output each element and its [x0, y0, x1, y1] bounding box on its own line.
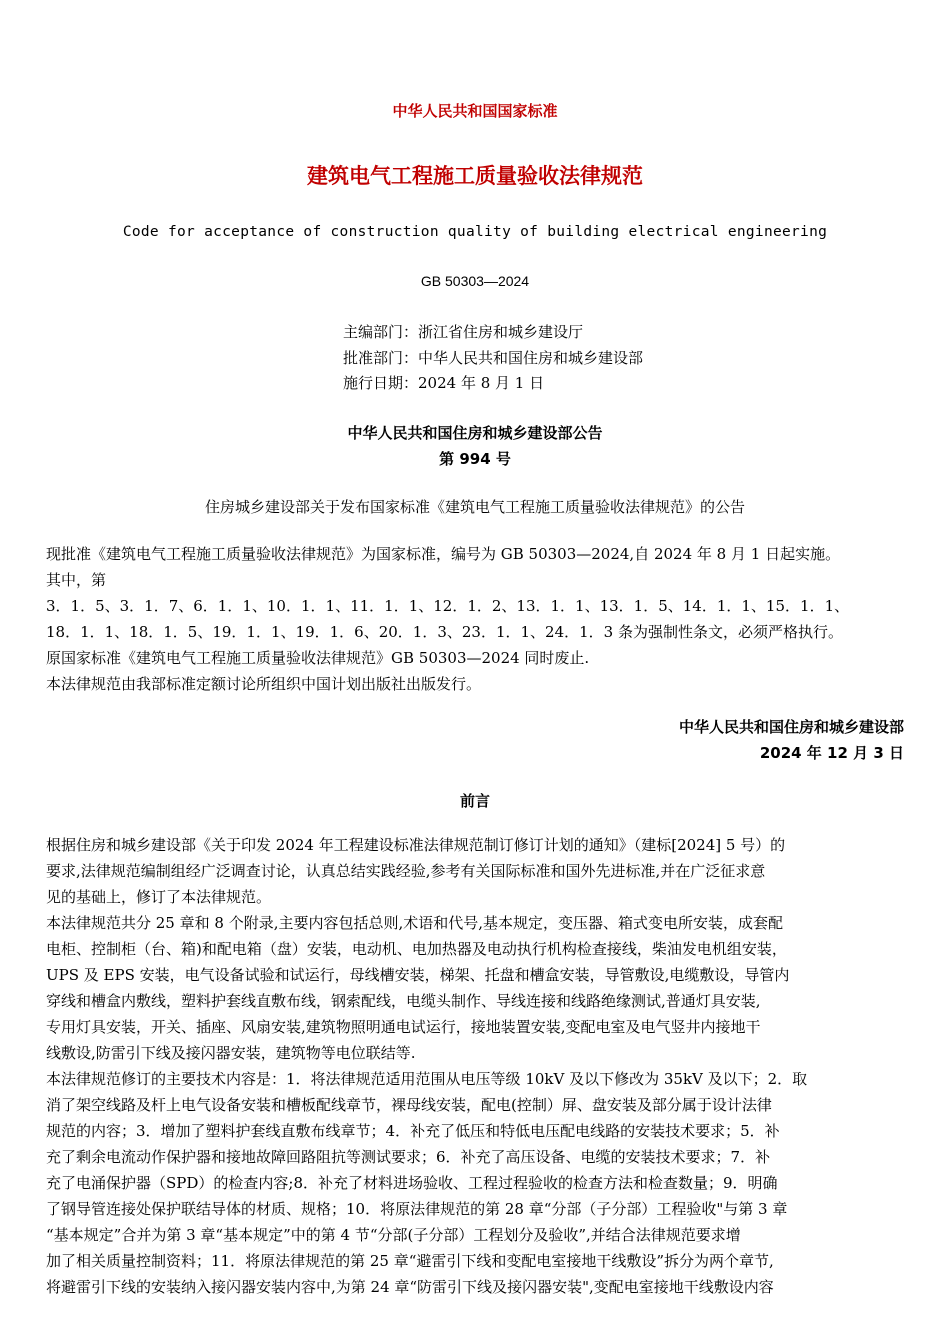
preface-line: 消了架空线路及杆上电气设备安装和槽板配线章节，裸母线安装，配电(控制）屏、盘安装及部分属于设计法律: [46, 1096, 772, 1114]
announcement-line: 本法律规范由我部标准定额讨论所组织中国计划出版社出版发行。: [46, 675, 482, 693]
preface-line: 根据住房和城乡建设部《关于印发 2024 年工程建设标准法律规范制订修订计划的通知》（建标[2024] 5 号）的: [46, 836, 786, 854]
preface-heading: 前言: [459, 792, 490, 810]
standard-type: 中华人民共和国国家标准: [392, 102, 558, 120]
announcement-line: 原国家标准《建筑电气工程施工质量验收法律规范》GB 50303—2024 同时废止.: [46, 649, 590, 667]
announcement-line: 3．1．5、3．1．7、6．1．1、10．1．1、11．1．1、12．1．2、13．1．1、13．1．5、14．1．1、15．1．1、: [46, 597, 850, 615]
preface-line: 见的基础上，修订了本法律规范。: [46, 888, 272, 906]
preface-line: 本法律规范共分 25 章和 8 个附录,主要内容包括总则,术语和代号,基本规定，变压器、箱式变电所安装，成套配: [46, 914, 784, 932]
announcement-signature: 中华人民共和国住房和城乡建设部: [678, 718, 904, 736]
preface-body: [46, 832, 908, 1300]
preface-line: 充了剩余电流动作保护器和接地故障回路阻抗等测试要求；6．补充了高压设备、电缆的安装技术要求；7．补: [46, 1148, 771, 1166]
announcement-number: 第 994 号: [439, 450, 511, 468]
preface-line: 充了电涌保护器（SPD）的检查内容;8．补充了材料进场验收、工程过程验收的检查方法和检查数量；9．明确: [46, 1174, 778, 1192]
announcement-body: [46, 541, 908, 697]
effective-date: 施行日期：2024 年 8 月 1 日: [343, 374, 545, 392]
document-title: 建筑电气工程施工质量验收法律规范: [307, 164, 643, 188]
preface-line: 专用灯具安装，开关、插座、风扇安装,建筑物照明通电试运行，接地装置安装,变配电室及电气竖井内接地干: [46, 1018, 761, 1036]
announcement-issuer: 中华人民共和国住房和城乡建设部公告: [347, 424, 603, 442]
announcement-date: 2024 年 12 月 3 日: [759, 744, 904, 762]
preface-line: “基本规定”合并为第 3 章“基本规定”中的第 4 节“分部(子分部）工程划分及验收”,并结合法律规范要求增: [46, 1226, 741, 1244]
editor-department: 主编部门：浙江省住房和城乡建设厅: [343, 323, 584, 341]
announcement-line: 其中，第: [46, 571, 107, 589]
standard-code: GB 50303—2024: [420, 273, 530, 289]
approval-department: 批准部门：中华人民共和国住房和城乡建设部: [343, 349, 644, 367]
preface-line: 规范的内容；3．增加了塑料护套线直敷布线章节；4．补充了低压和特低电压配电线路的安装技术要求；5．补: [46, 1122, 780, 1140]
preface-line: UPS 及 EPS 安装，电气设备试验和试运行，母线槽安装，梯架、托盘和槽盒安装，导管敷设,电缆敷设，导管内: [46, 966, 790, 984]
preface-line: 电柜、控制柜（台、箱)和配电箱（盘）安装，电动机、电加热器及电动执行机构检查接线，柴油发电机组安装，: [46, 940, 787, 958]
preface-line: 将避雷引下线的安装纳入接闪器安装内容中,为第 24 章“防雷引下线及接闪器安装",变配电室接地干线敷设内容: [46, 1278, 774, 1296]
preface-line: 本法律规范修订的主要技术内容是：1．将法律规范适用范围从电压等级 10kV 及以下修改为 35kV 及以下；2．取: [46, 1070, 808, 1088]
preface-line: 了钢导管连接处保护联结导体的材质、规格；10．将原法律规范的第 28 章“分部（子分部）工程验收"与第 3 章: [46, 1200, 788, 1218]
preface-line: 加了相关质量控制资料；11．将原法律规范的第 25 章“避雷引下线和变配电室接地干线敷设”拆分为两个章节,: [46, 1252, 774, 1270]
english-title: Code for acceptance of construction quality of building electrical engineering: [122, 224, 828, 240]
announcement-line: 现批准《建筑电气工程施工质量验收法律规范》为国家标准，编号为 GB 50303—2024,自 2024 年 8 月 1 日起实施。: [46, 545, 841, 563]
preface-line: 线敷设,防雷引下线及接闪器安装，建筑物等电位联结等.: [46, 1044, 416, 1062]
preface-line: 穿线和槽盒内敷线，塑料护套线直敷布线，钢索配线，电缆头制作、导线连接和线路绝缘测试,普通灯具安装,: [46, 992, 761, 1010]
preface-line: 要求,法律规范编制组经广泛调查讨论，认真总结实践经验,参考有关国际标准和国外先进标准,并在广泛征求意: [46, 862, 766, 880]
announcement-subject: 住房城乡建设部关于发布国家标准《建筑电气工程施工质量验收法律规范》的公告: [204, 498, 745, 516]
announcement-line: 18．1．1、18．1．5、19．1．1、19．1．6、20．1．3、23．1．1、24．1．3 条为强制性条文，必须严格执行。: [46, 623, 843, 641]
